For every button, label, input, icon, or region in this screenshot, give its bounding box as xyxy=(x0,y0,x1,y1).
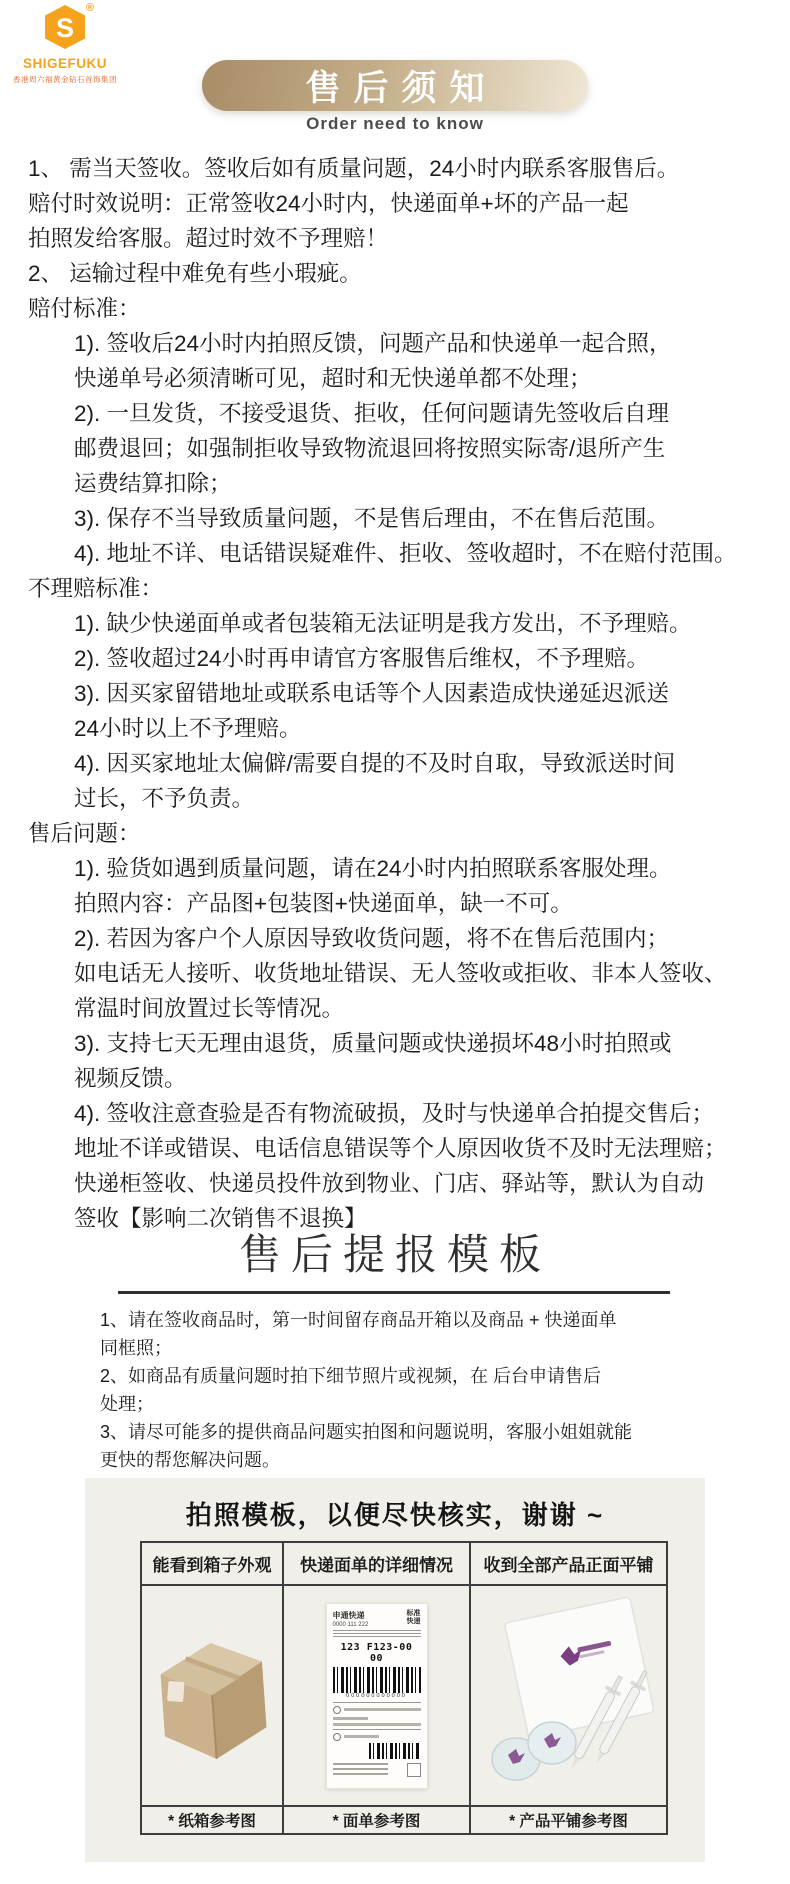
notice-line: 24小时以上不予理赔。 xyxy=(74,716,302,741)
carton-box-cell xyxy=(141,1585,283,1806)
photo-template-title: 拍照模板，以便尽快核实，谢谢 ~ xyxy=(185,1500,605,1530)
caption-carton: * 纸箱参考图 xyxy=(141,1806,283,1834)
recipient-row xyxy=(333,1706,421,1714)
product-flatlay-illustration xyxy=(478,1591,660,1796)
notice-line: 赔付标准： xyxy=(28,296,141,321)
notice-line: 1). 签收后24小时内拍照反馈，问题产品和快递单一起合照， xyxy=(74,331,672,356)
text-placeholder xyxy=(333,1717,368,1720)
notice-line: 拍照发给客服。超过时效不予理赔！ xyxy=(28,226,389,251)
notice-line: 4). 签收注意查验是否有物流破损，及时与快递单合拍提交售后； xyxy=(74,1101,715,1126)
label-header xyxy=(333,1610,421,1628)
notice-line: 运费结算扣除； xyxy=(74,471,232,496)
notice-line: 1). 缺少快递面单或者包装箱无法证明是我方发出，不予理赔。 xyxy=(74,611,692,636)
text-placeholder xyxy=(344,1735,379,1738)
notice-line: 3). 保存不当导致质量问题，不是售后理由，不在售后范围。 xyxy=(74,506,670,531)
page-subtitle: Order need to know xyxy=(306,114,484,133)
header-box-appearance: 能看到箱子外观 xyxy=(141,1542,283,1585)
step-line: 3、请尽可能多的提供商品问题实拍图和问题说明，客服小姐姐就能 xyxy=(100,1422,633,1442)
table-caption-row xyxy=(141,1806,667,1834)
registered-mark: ® xyxy=(85,2,94,14)
notice-line: 4). 因买家地址太偏僻/需要自提的不及时自取，导致派送时间 xyxy=(74,751,676,776)
service-type xyxy=(407,1610,421,1626)
info-row xyxy=(333,1717,421,1720)
footer-checkbox xyxy=(407,1763,421,1777)
notice-line: 售后问题： xyxy=(28,821,141,846)
caption-waybill: * 面单参考图 xyxy=(283,1806,470,1834)
notice-line: 2). 一旦发货，不接受退货、拒收，任何问题请先签收后自理 xyxy=(74,401,670,426)
brand-logo xyxy=(10,4,120,85)
report-template-steps xyxy=(100,1306,710,1474)
table-header-row xyxy=(141,1542,667,1585)
label-divider xyxy=(333,1702,421,1703)
notice-line: 拍照内容：产品图+包装图+快递面单，缺一不可。 xyxy=(74,891,573,916)
caption-flatlay: * 产品平铺参考图 xyxy=(470,1806,667,1834)
brand-hexagon-icon xyxy=(34,4,96,50)
step-line: 1、请在签收商品时，第一时间留存商品开箱以及商品 + 快递面单 xyxy=(100,1310,617,1330)
notice-line: 快递单号必须清晰可见，超时和无快递单都不处理； xyxy=(74,366,592,391)
carton-box-illustration xyxy=(148,1613,276,1773)
label-footer xyxy=(333,1763,421,1777)
notice-line: 如电话无人接听、收货地址错误、无人签收或拒收、非本人签收、 xyxy=(74,961,727,986)
notice-line: 3). 因买家留错地址或联系电话等个人因素造成快递延迟派送 xyxy=(74,681,670,706)
step-line: 处理； xyxy=(100,1394,154,1414)
notice-line: 1、 需当天签收。签收后如有质量问题，24小时内联系客服售后。 xyxy=(28,156,680,181)
notice-line: 2、 运输过程中难免有些小瑕疵。 xyxy=(28,261,362,286)
brand-tagline: 香港周六福黄金钻石首饰集团 xyxy=(13,75,117,84)
notice-line: 赔付时效说明：正常签收24小时内，快递面单+坏的产品一起 xyxy=(28,191,629,216)
step-line: 同框照； xyxy=(100,1338,172,1358)
barcode-digits: 000000000000 xyxy=(346,1692,407,1699)
label-address-lines xyxy=(333,1630,421,1638)
title-banner xyxy=(202,60,588,111)
secondary-barcode xyxy=(369,1743,421,1759)
footer-text-placeholder xyxy=(333,1763,388,1777)
step-line: 2、如商品有质量问题时拍下细节照片或视频，在 后台申请售后 xyxy=(100,1366,602,1386)
info-row xyxy=(333,1723,421,1726)
notice-line: 地址不详或错误、电话信息错误等个人原因收货不及时无法理赔； xyxy=(74,1136,727,1161)
notice-text xyxy=(28,151,768,1236)
notice-line: 快递柜签收、快递员投件放到物业、门店、驿站等，默认为自动 xyxy=(74,1171,705,1196)
notice-line: 4). 地址不详、电话错误疑难件、拒收、签收超时，不在赔付范围。 xyxy=(74,541,737,566)
sorting-code: 123 F123-00 00 xyxy=(340,1641,413,1664)
notice-line: 邮费退回；如强制拒收导致物流退回将按照实际寄/退所产生 xyxy=(74,436,666,461)
title-underline xyxy=(118,1291,670,1294)
courier-name: 申通快递 xyxy=(332,1610,365,1620)
recipient-icon xyxy=(333,1706,341,1714)
step-line: 更快的帮您解决问题。 xyxy=(100,1450,280,1470)
header-waybill-detail: 快递面单的详细情况 xyxy=(283,1542,470,1585)
brand-name: SHIGEFUKU xyxy=(22,56,107,71)
page-title: 售后须知 xyxy=(305,68,498,108)
notice-line: 2). 签收超过24小时再申请官方客服售后维权，不予理赔。 xyxy=(74,646,650,671)
barcode xyxy=(333,1667,421,1693)
report-template-title: 售后提报模板 xyxy=(238,1231,551,1278)
notice-line: 过长，不予负责。 xyxy=(74,786,255,811)
shipping-label-cell xyxy=(283,1585,470,1806)
label-divider xyxy=(333,1729,421,1730)
notice-line: 常温时间放置过长等情况。 xyxy=(74,996,345,1021)
logo-letter: S xyxy=(55,13,75,43)
photo-template-box xyxy=(85,1478,705,1862)
text-placeholder xyxy=(344,1708,421,1711)
notice-line: 签收【影响二次销售不退换】 xyxy=(74,1206,367,1231)
service-line2: 快递 xyxy=(406,1617,421,1625)
service-line1: 标准 xyxy=(406,1609,421,1617)
header-products-flat: 收到全部产品正面平铺 xyxy=(470,1542,667,1585)
notice-line: 视频反馈。 xyxy=(74,1066,187,1091)
table-image-row xyxy=(141,1585,667,1806)
courier-number: 0000 111 222 xyxy=(332,1621,369,1628)
shipping-label-illustration xyxy=(326,1603,428,1789)
notice-line: 3). 支持七天无理由退货，质量问题或快递损坏48小时拍照或 xyxy=(74,1031,672,1056)
notice-line: 2). 若因为客户个人原因导致收货问题，将不在售后范围内； xyxy=(74,926,670,951)
text-placeholder xyxy=(333,1723,421,1726)
notice-line: 不理赔标准： xyxy=(28,576,164,601)
product-flatlay-cell xyxy=(470,1585,667,1806)
sender-row xyxy=(333,1733,421,1741)
sender-icon xyxy=(333,1733,341,1741)
notice-line: 1). 验货如遇到质量问题，请在24小时内拍照联系客服处理。 xyxy=(74,856,672,881)
reference-table xyxy=(140,1541,668,1835)
